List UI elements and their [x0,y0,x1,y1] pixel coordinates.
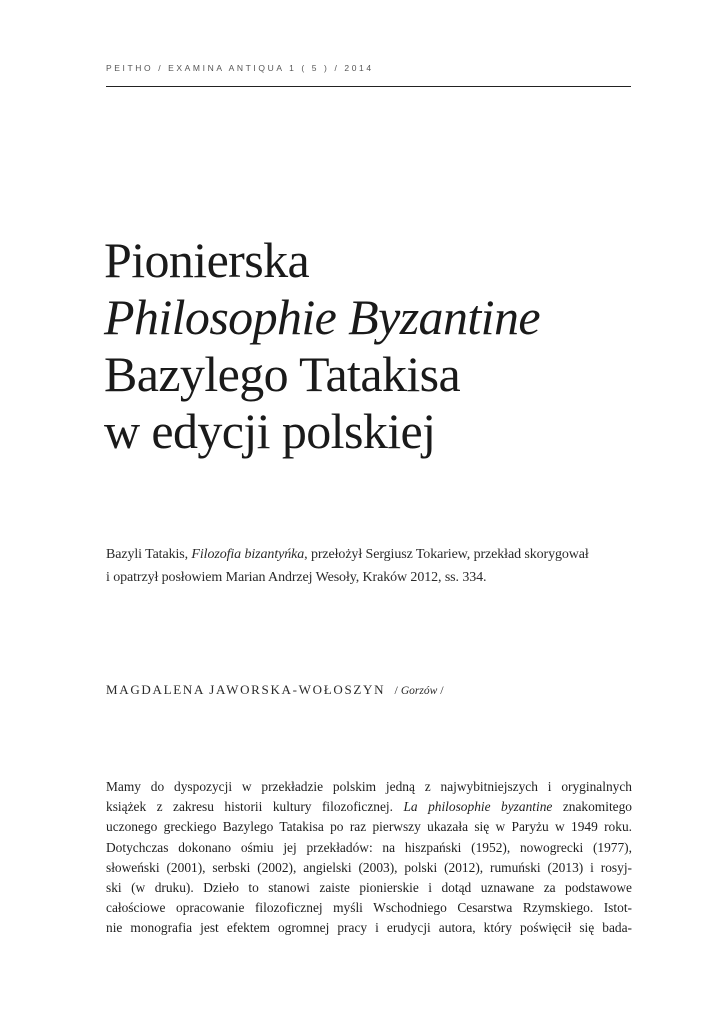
author-slash-open: / [394,683,401,697]
bibliographic-note [106,543,636,589]
article-title [104,232,664,460]
body-line: Dotychczas dokonano ośmiu jej przekładów: na hiszpański (1952), nowogrecki (1977), [106,839,632,855]
body-line: całościowe opracowanie filozoficznej myśli Wschodniego Cesarstwa Rzymskiego. Istot- [106,900,632,916]
author-name: MAGDALENA JAWORSKA-WOŁOSZYN [106,682,386,697]
biblio-book-title: Filozofia bizantyńka [191,547,305,562]
header-rule [106,86,631,87]
title-line-3: Bazylego Tatakisa [104,346,461,402]
body-line: ski (w druku). Dzieło to stanowi zaiste pionierskie i dotąd uznawane za podstawowe [106,880,632,896]
body-italic-title: La philosophie byzantine [403,799,553,815]
running-head: PEITHO / EXAMINA ANTIQUA 1 ( 5 ) / 2014 [106,63,374,73]
title-line-2: Philosophie Byzantine [104,289,540,345]
body-line: nie monografia jest efektem ogromnej pracy i erudycji autora, który poświęcił się bada- [106,920,632,936]
body-line: Mamy do dyspozycji w przekładzie polskim jedną z najwybitniejszych i oryginalnych [106,779,632,794]
body-line: słoweński (2001), serbski (2002), angielski (2003), polski (2012), rumuński (2013) i rosyj- [106,859,632,875]
author-slash-close: / [437,683,444,697]
body-line: uczonego greckiego Bazylego Tatakisa po raz pierwszy ukazała się w Paryżu w 1949 roku. [106,819,632,835]
author-location: Gorzów [400,685,438,697]
title-line-4: w edycji polskiej [104,403,436,459]
title-line-1: Pionierska [104,232,310,288]
body-line [106,797,632,817]
biblio-details-1: , przełożył Sergiusz Tokariew, przekład skorygował [304,547,589,562]
body-line-part: znakomitego [552,799,632,815]
biblio-author: Bazyli Tatakis, [106,547,192,562]
biblio-details-2: i opatrzył posłowiem Marian Andrzej Wesoły, Kraków 2012, ss. 334. [106,570,487,585]
author-line [106,682,444,698]
body-line-part: książek z zakresu historii kultury filozoficznej. [106,799,404,815]
body-paragraph [106,777,632,939]
